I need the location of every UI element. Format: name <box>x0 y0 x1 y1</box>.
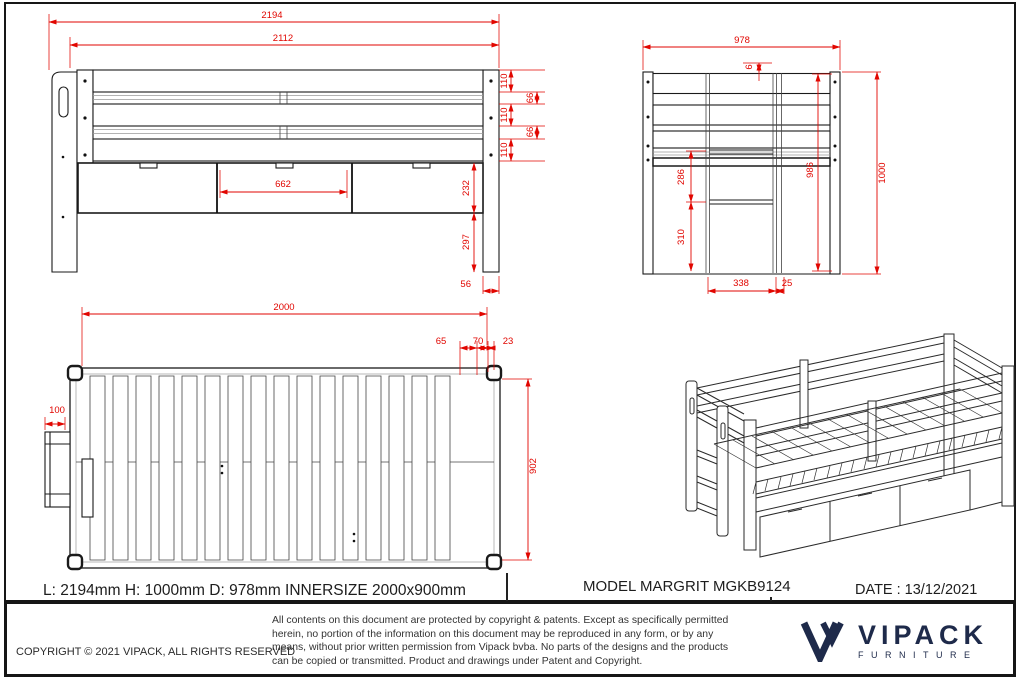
dim-leg-width: 56 <box>460 279 471 290</box>
dim-gap-top: 66 <box>525 92 536 104</box>
dim-drawer-width: 662 <box>275 179 291 190</box>
dim-inner-height: 986 <box>805 162 816 178</box>
dim-rung-upper: 286 <box>676 169 687 185</box>
perspective-view <box>686 334 1014 557</box>
legal-text: All contents on this document are protected by copyright & patents. Except as specifically permitted herein, no portion of the information on this document may be reproduced in any form, or by any means, without prior written permission from Vipack bvba. No parts of the designs and the products can be copied or transmitted. Product and drawings under Patent and Copyright. <box>272 615 729 667</box>
dim-ladder-gap: 25 <box>781 278 793 289</box>
dim-slat-pitch: 70 <box>472 336 484 347</box>
dim-total-depth: 978 <box>734 35 750 46</box>
dim-inner-length: 2000 <box>273 302 295 313</box>
dim-ladder-depth: 100 <box>49 405 65 416</box>
title-row-divider <box>506 573 508 603</box>
model-text: MODEL MARGRIT MGKB9124 <box>583 578 791 595</box>
dim-drawer-height: 232 <box>461 180 472 196</box>
vipack-furniture-label: FURNITURE <box>858 650 978 660</box>
vipack-logo <box>800 620 988 662</box>
dim-rung-lower: 310 <box>676 229 687 245</box>
copyright-text: COPYRIGHT © 2021 VIPACK, ALL RIGHTS RESERVED <box>16 646 296 658</box>
dim-plan-inner-width: 902 <box>528 458 539 474</box>
dim-total-width: 2194 <box>261 10 283 21</box>
dim-inner-width: 2112 <box>272 33 294 44</box>
summary-size-text: L: 2194mm H: 1000mm D: 978mm INNERSIZE 2000x900mm <box>43 582 466 599</box>
dim-rail-mid: 110 <box>499 107 510 123</box>
dim-edge-offset: 23 <box>502 336 514 347</box>
front-elevation-view <box>49 10 545 294</box>
dim-slat-width: 65 <box>435 336 447 347</box>
dim-total-height: 1000 <box>877 162 888 184</box>
dim-ladder-span: 338 <box>733 278 749 289</box>
plan-view <box>45 302 539 569</box>
vipack-logo-mark-icon <box>800 620 846 662</box>
dim-gap-mid: 66 <box>525 126 536 138</box>
dim-rail-top: 110 <box>499 73 510 89</box>
dim-rail-low: 110 <box>499 142 510 158</box>
end-elevation-view <box>643 35 888 294</box>
dim-top-offset: 6 <box>744 64 755 70</box>
dim-leg-height: 297 <box>461 234 472 250</box>
date-text: DATE : 13/12/2021 <box>855 582 978 598</box>
vipack-wordmark: VIPACK <box>858 620 989 650</box>
